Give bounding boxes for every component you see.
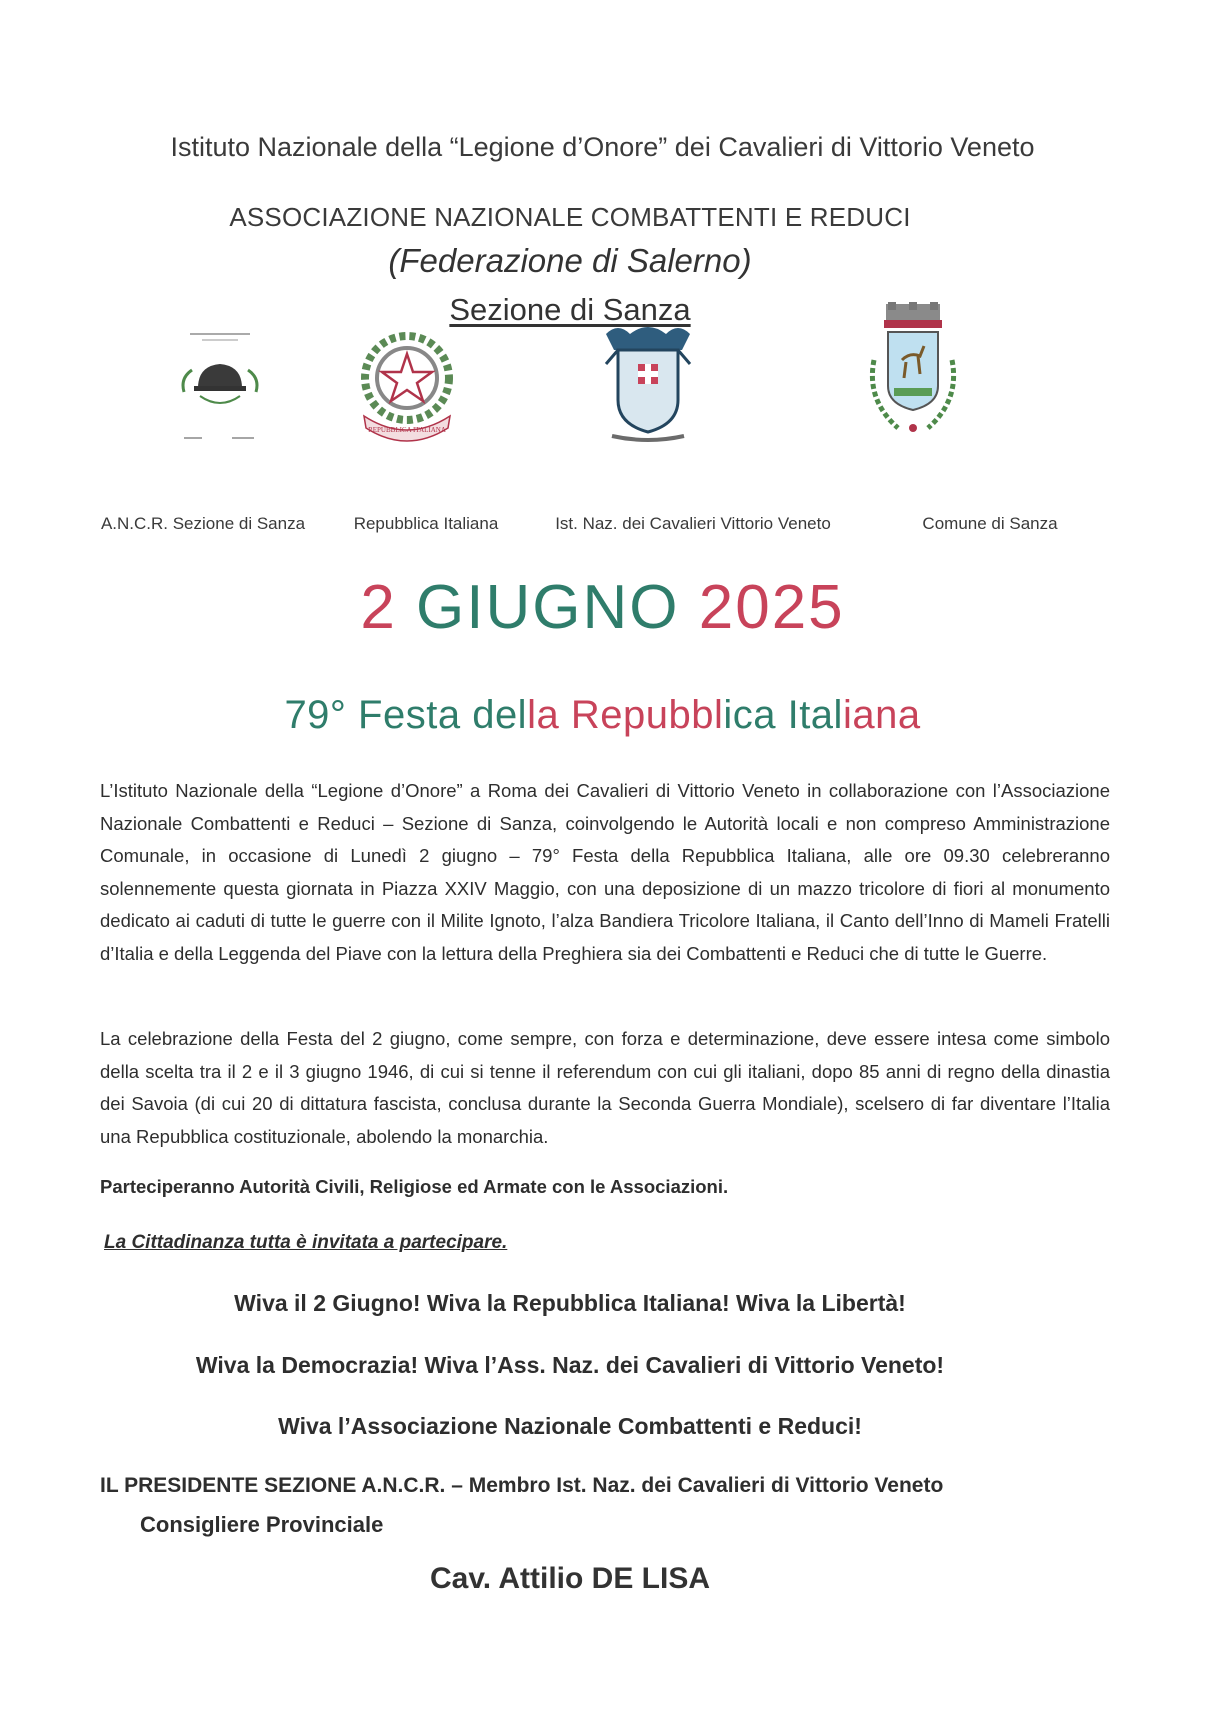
header-associazione: ASSOCIAZIONE NAZIONALE COMBATTENTI E REDUCI [229, 202, 911, 232]
signature-name: Cav. Attilio DE LISA [429, 1562, 711, 1595]
festa-title [0, 693, 1205, 738]
festa-part-1: 79° Festa del [284, 693, 528, 737]
sezione-text: Sezione di Sanza [449, 292, 691, 327]
date-month: GIUGNO [416, 573, 680, 642]
header-istituto: Istituto Nazionale della “Legione d’Onore” dei Cavalieri di Vittorio Veneto [170, 132, 1035, 162]
slogan-line: Wiva l’Associazione Nazionale Combattenti e Reduci! [278, 1413, 862, 1439]
slogan-line: Wiva il 2 Giugno! Wiva la Repubblica Italiana! Wiva la Libertà! [234, 1290, 906, 1316]
partecipanti-line: Parteciperanno Autorità Civili, Religiose ed Armate con le Associazioni. [100, 1176, 729, 1197]
emblem-caption-cavalieri: Ist. Naz. dei Cavalieri Vittorio Veneto [555, 514, 831, 533]
emblem-ribbon-text: REPUBBLICA ITALIANA [368, 426, 446, 434]
festa-part-3: ica Ital [723, 693, 843, 737]
signature-role: Consigliere Provinciale [140, 1512, 384, 1537]
italian-republic-emblem-icon [352, 320, 462, 455]
emblem-caption-ancr: A.N.C.R. Sezione di Sanza [100, 514, 306, 533]
paragraph-programma: L’Istituto Nazionale della “Legione d’Onore” a Roma dei Cavalieri di Vittorio Veneto in collaborazione con l’Associazione Nazionale Combattenti e Reduci – Sezione di Sanza, coinvolgendo le Autorità locali e non compreso Amministrazione Comunale, in occasione di Lunedì 2 giugno – 79° Festa della Repubblica Italiana, alle ore 09.30 celebreranno solennemente questa giornata in Piazza XXIV Maggio, con una deposizione di un mazzo tricolore di fiori al monumento dedicato ai caduti di tutte le guerre con il Milite Ignoto, l’alza Bandiera Tricolore Italiana, il Canto dell’Inno di Mameli Fratelli d’Italia e della Leggenda del Piave con la lettura della Preghiera sia dei Combattenti e Reduci che di tutte le Guerre. [100, 780, 1110, 964]
festa-part-2: la Repubbl [527, 693, 724, 737]
helmet-laurel-emblem-icon [170, 320, 270, 455]
cavalieri-coat-of-arms-icon [598, 320, 698, 455]
festa-part-4: iana [842, 693, 921, 737]
emblem-caption-repubblica: Repubblica Italiana [353, 514, 499, 533]
header-federazione: (Federazione di Salerno) [388, 242, 752, 279]
paragraph-storia: La celebrazione della Festa del 2 giugno, come sempre, con forza e determinazione, deve essere intesa come simbolo della scelta tra il 2 e il 3 giugno 1946, di cui si tenne il referendum con cui gli italiani, dopo 85 anni di regno della dinastia dei Savoia (di cui 20 di dittatura fascista, conclusa durante la Seconda Guerra Mondiale), scelsero di far diventare l’Italia una Repubblica costituzionale, abolendo la monarchia. [100, 1028, 1110, 1147]
slogan-line: Wiva la Democrazia! Wiva l’Ass. Naz. dei Cavalieri di Vittorio Veneto! [195, 1352, 945, 1378]
event-date [0, 572, 1205, 643]
emblem-caption-comune: Comune di Sanza [922, 514, 1058, 533]
sanza-coat-of-arms-icon [858, 300, 968, 450]
date-year: 2025 [698, 573, 845, 642]
invito-line: La Cittadinanza tutta è invitata a partecipare. [104, 1232, 508, 1253]
signature-title: IL PRESIDENTE SEZIONE A.N.C.R. – Membro Ist. Naz. dei Cavalieri di Vittorio Veneto [100, 1474, 944, 1497]
date-day: 2 [360, 573, 397, 642]
